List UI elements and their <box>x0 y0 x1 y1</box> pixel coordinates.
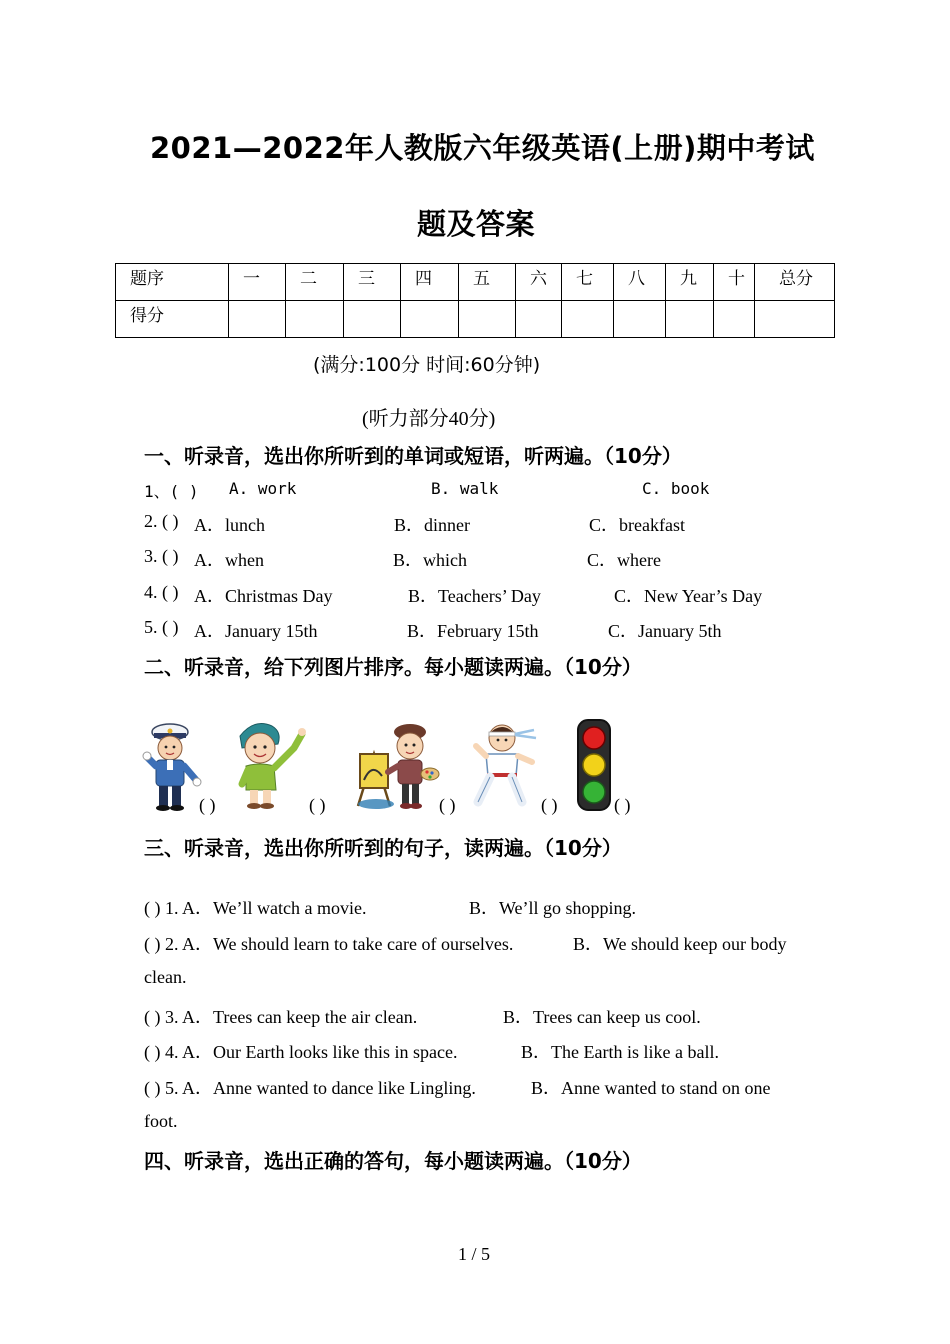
score-cell[interactable] <box>401 301 459 338</box>
s1-item-1-option-a: A. work <box>229 479 297 498</box>
s3-item-3-option-a: ( ) 3. A．Trees can keep the air clean. <box>144 1007 418 1027</box>
score-cell[interactable] <box>344 301 401 338</box>
s1-item-1-option-b: B. walk <box>431 479 499 498</box>
s3-item-3-option-b: B．Trees can keep us cool. <box>503 1007 701 1027</box>
score-cell[interactable] <box>516 301 562 338</box>
s1-item-3-option-b: B．which <box>393 550 467 570</box>
table-cell: 三 <box>344 264 401 301</box>
s1-item-2-option-a: A．lunch <box>194 515 265 535</box>
s1-item-3-option-c: C．where <box>587 550 661 570</box>
score-cell[interactable] <box>755 301 835 338</box>
table-cell: 九 <box>666 264 714 301</box>
score-cell[interactable] <box>714 301 755 338</box>
s3-item-5-option-b: B．Anne wanted to stand on one <box>531 1078 771 1098</box>
picture-2-answer-blank[interactable]: ( ) <box>309 795 326 815</box>
s3-item-2-option-a: ( ) 2. A．We should learn to take care of ourselves. <box>144 934 514 954</box>
s1-item-2-option-b: B．dinner <box>394 515 470 535</box>
document-title-line2: 题及答案 <box>417 207 536 241</box>
table-cell: 得分 <box>116 301 229 338</box>
s3-item-1-option-b: B．We’ll go shopping. <box>469 898 637 918</box>
s1-item-4-option-a: A．Christmas Day <box>194 586 333 606</box>
s1-item-4-number: 4. ( ) <box>144 582 179 602</box>
table-cell: 八 <box>614 264 666 301</box>
table-cell: 题序 <box>116 264 229 301</box>
s1-item-5-option-a: A．January 15th <box>194 621 318 641</box>
s1-item-5-option-c: C．January 5th <box>608 621 722 641</box>
page-number: 1 / 5 <box>458 1244 491 1264</box>
picture-3-answer-blank[interactable]: ( ) <box>439 795 456 815</box>
picture-5-answer-blank[interactable]: ( ) <box>614 795 631 815</box>
s1-item-3-option-a: A．when <box>194 550 264 570</box>
full-marks-and-time: (满分:100分 时间:60分钟) <box>313 354 541 376</box>
picture-1-answer-blank[interactable]: ( ) <box>199 795 216 815</box>
boy-waving-picture <box>232 718 308 812</box>
table-cell: 二 <box>286 264 344 301</box>
table-cell: 四 <box>401 264 459 301</box>
table-cell: 五 <box>459 264 516 301</box>
traffic-light-picture <box>576 718 612 812</box>
section-4-heading: 四、听录音，选出正确的答句，每小题读两遍。（10分） <box>144 1149 642 1173</box>
score-cell[interactable] <box>286 301 344 338</box>
s3-item-5-continuation: foot. <box>144 1111 178 1131</box>
document-title-line1: 2021—2022年人教版六年级英语(上册)期中考试 <box>150 131 815 165</box>
s1-item-4-option-c: C．New Year’s Day <box>614 586 763 606</box>
s1-item-5-option-b: B．February 15th <box>407 621 539 641</box>
section-1-heading: 一、听录音，选出你所听到的单词或短语，听两遍。（10分） <box>144 444 682 468</box>
listening-part-label: (听力部分40分) <box>362 408 496 430</box>
s1-item-5-number: 5. ( ) <box>144 617 179 637</box>
table-cell: 一 <box>229 264 286 301</box>
score-table <box>115 263 835 338</box>
s3-item-2-continuation: clean. <box>144 967 187 987</box>
s3-item-4-option-a: ( ) 4. A．Our Earth looks like this in space. <box>144 1042 458 1062</box>
score-cell[interactable] <box>459 301 516 338</box>
s1-item-1-option-c: C. book <box>642 479 710 498</box>
section-3-heading: 三、听录音，选出你所听到的句子，读两遍。（10分） <box>144 836 622 860</box>
score-cell[interactable] <box>614 301 666 338</box>
s3-item-2-option-b: B．We should keep our body <box>573 934 787 954</box>
girl-painting-picture <box>352 718 440 812</box>
s1-item-2-number: 2. ( ) <box>144 511 179 531</box>
score-cell[interactable] <box>229 301 286 338</box>
section-2-heading: 二、听录音，给下列图片排序。每小题读两遍。（10分） <box>144 655 642 679</box>
table-cell: 十 <box>714 264 755 301</box>
table-cell: 七 <box>562 264 614 301</box>
s1-item-3-number: 3. ( ) <box>144 546 179 566</box>
s1-item-2-option-c: C．breakfast <box>589 515 685 535</box>
police-officer-picture <box>140 718 202 812</box>
s3-item-4-option-b: B．The Earth is like a ball. <box>521 1042 719 1062</box>
score-cell[interactable] <box>666 301 714 338</box>
score-table-score-row <box>116 301 835 338</box>
table-cell: 六 <box>516 264 562 301</box>
s1-item-4-option-b: B．Teachers’ Day <box>408 586 541 606</box>
table-cell: 总分 <box>755 264 835 301</box>
s3-item-5-option-a: ( ) 5. A．Anne wanted to dance like Lingling. <box>144 1078 476 1098</box>
karate-kid-picture <box>472 718 542 812</box>
score-table-header-row <box>116 264 835 301</box>
s1-item-1-number: 1、( ) <box>144 482 199 501</box>
picture-4-answer-blank[interactable]: ( ) <box>541 795 558 815</box>
s3-item-1-option-a: ( ) 1. A．We’ll watch a movie. <box>144 898 367 918</box>
score-cell[interactable] <box>562 301 614 338</box>
